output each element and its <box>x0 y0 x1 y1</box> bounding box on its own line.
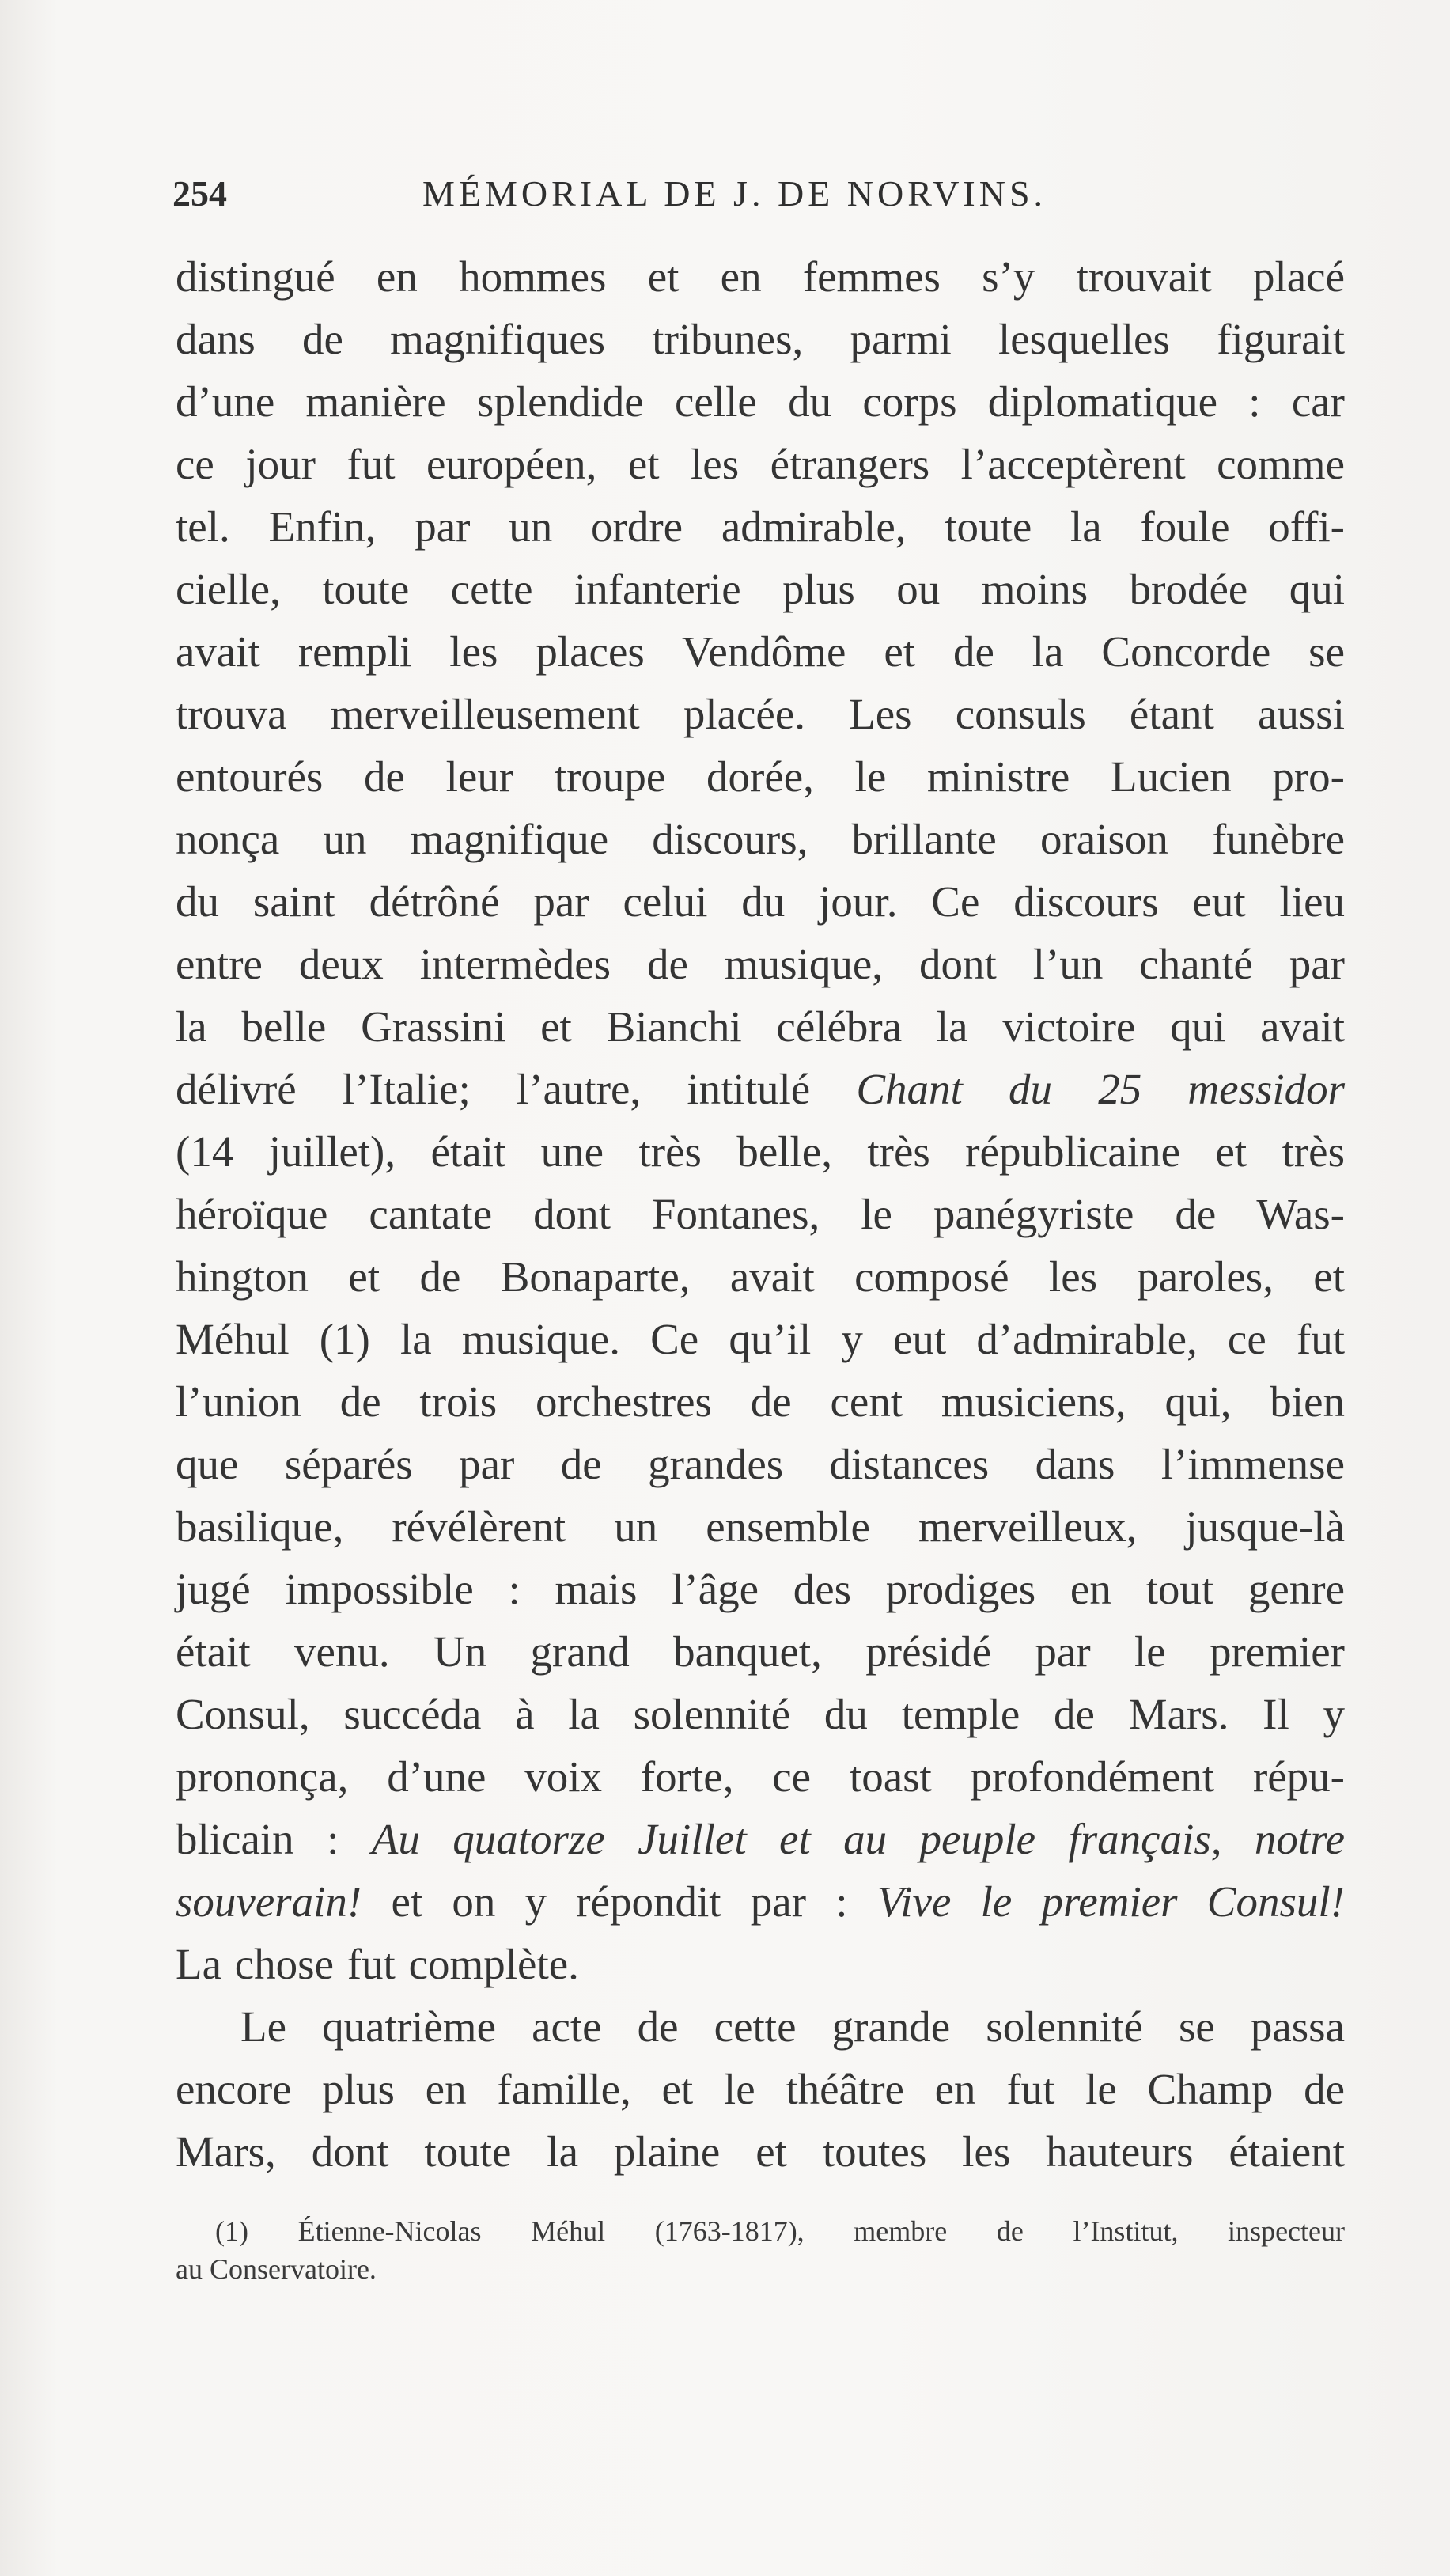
text-line: entre deux intermèdes de musique, dont l’un chanté par <box>176 940 1345 988</box>
page-header <box>172 172 1302 228</box>
toast-italic-end: souverain! <box>176 1877 362 1926</box>
page-number: 254 <box>172 173 227 214</box>
text-line: avait rempli les places Vendôme et de la Concorde se <box>176 627 1345 676</box>
text-line <box>176 1870 1345 1933</box>
text-line: la belle Grassini et Bianchi célébra la victoire qui avait <box>176 1002 1345 1051</box>
text-run: blicain : <box>176 1815 372 1863</box>
text-line: La chose fut complète. <box>176 1940 579 1988</box>
text-line: Mars, dont toute la plaine et toutes les hauteurs étaient <box>176 2127 1345 2176</box>
footnote-line: au Conservatoire. <box>176 2253 377 2285</box>
text-run: délivré l’Italie; l’autre, intitulé <box>176 1065 857 1113</box>
text-line: était venu. Un grand banquet, présidé par le premier <box>176 1627 1345 1676</box>
text-line: Méhul (1) la musique. Ce qu’il y eut d’admirable, ce fut <box>176 1315 1345 1363</box>
song-title-italic: Chant du 25 messidor <box>856 1065 1346 1113</box>
text-line: tel. Enfin, par un ordre admirable, toute la foule offi- <box>176 502 1345 551</box>
text-line: cielle, toute cette infanterie plus ou moins brodée qui <box>176 565 1345 613</box>
text-line: dans de magnifiques tribunes, parmi lesquelles figurait <box>176 315 1345 363</box>
running-title: MÉMORIAL DE J. DE NORVINS. <box>422 173 1047 214</box>
text-line: que séparés par de grandes distances dans l’immense <box>176 1440 1345 1488</box>
text-line: basilique, révélèrent un ensemble merveilleux, jusque-là <box>176 1502 1345 1551</box>
text-line: jugé impossible : mais l’âge des prodiges en tout genre <box>176 1565 1345 1613</box>
text-line: entourés de leur troupe dorée, le ministre Lucien pro- <box>176 752 1345 801</box>
text-line <box>176 1808 1345 1870</box>
text-line: ce jour fut européen, et les étrangers l’acceptèrent comme <box>176 440 1345 488</box>
toast-italic: Au quatorze Juillet et au peuple français, notre <box>371 1815 1345 1863</box>
text-line: hington et de Bonaparte, avait composé les paroles, et <box>176 1252 1345 1301</box>
paragraph-first-line: Le quatrième acte de cette grande solennité se passa <box>240 2002 1345 2051</box>
text-line <box>176 1058 1345 1120</box>
footnote <box>176 2212 1345 2288</box>
text-line: Consul, succéda à la solennité du temple de Mars. Il y <box>176 1690 1345 1738</box>
text-line: du saint détrôné par celui du jour. Ce discours eut lieu <box>176 877 1345 926</box>
text-line: trouva merveilleusement placée. Les consuls étant aussi <box>176 690 1345 738</box>
reply-italic: Vive le premier Consul! <box>876 1877 1345 1926</box>
text-line: prononça, d’une voix forte, ce toast profondément répu- <box>176 1752 1345 1801</box>
text-line: (14 juillet), était une très belle, très républicaine et très <box>176 1127 1345 1176</box>
text-line: l’union de trois orchestres de cent musiciens, qui, bien <box>176 1377 1345 1426</box>
text-run: et on y répondit par : <box>362 1877 877 1926</box>
text-line: distingué en hommes et en femmes s’y trouvait placé <box>176 252 1345 301</box>
text-line: nonça un magnifique discours, brillante oraison funèbre <box>176 815 1345 863</box>
text-line: héroïque cantate dont Fontanes, le panégyriste de Was- <box>176 1190 1345 1238</box>
footnote-line: (1) Étienne-Nicolas Méhul (1763-1817), membre de l’Institut, inspecteur <box>215 2215 1345 2247</box>
body-text <box>176 245 1345 2183</box>
text-line: encore plus en famille, et le théâtre en fut le Champ de <box>176 2065 1345 2113</box>
text-line: d’une manière splendide celle du corps diplomatique : car <box>176 377 1345 426</box>
